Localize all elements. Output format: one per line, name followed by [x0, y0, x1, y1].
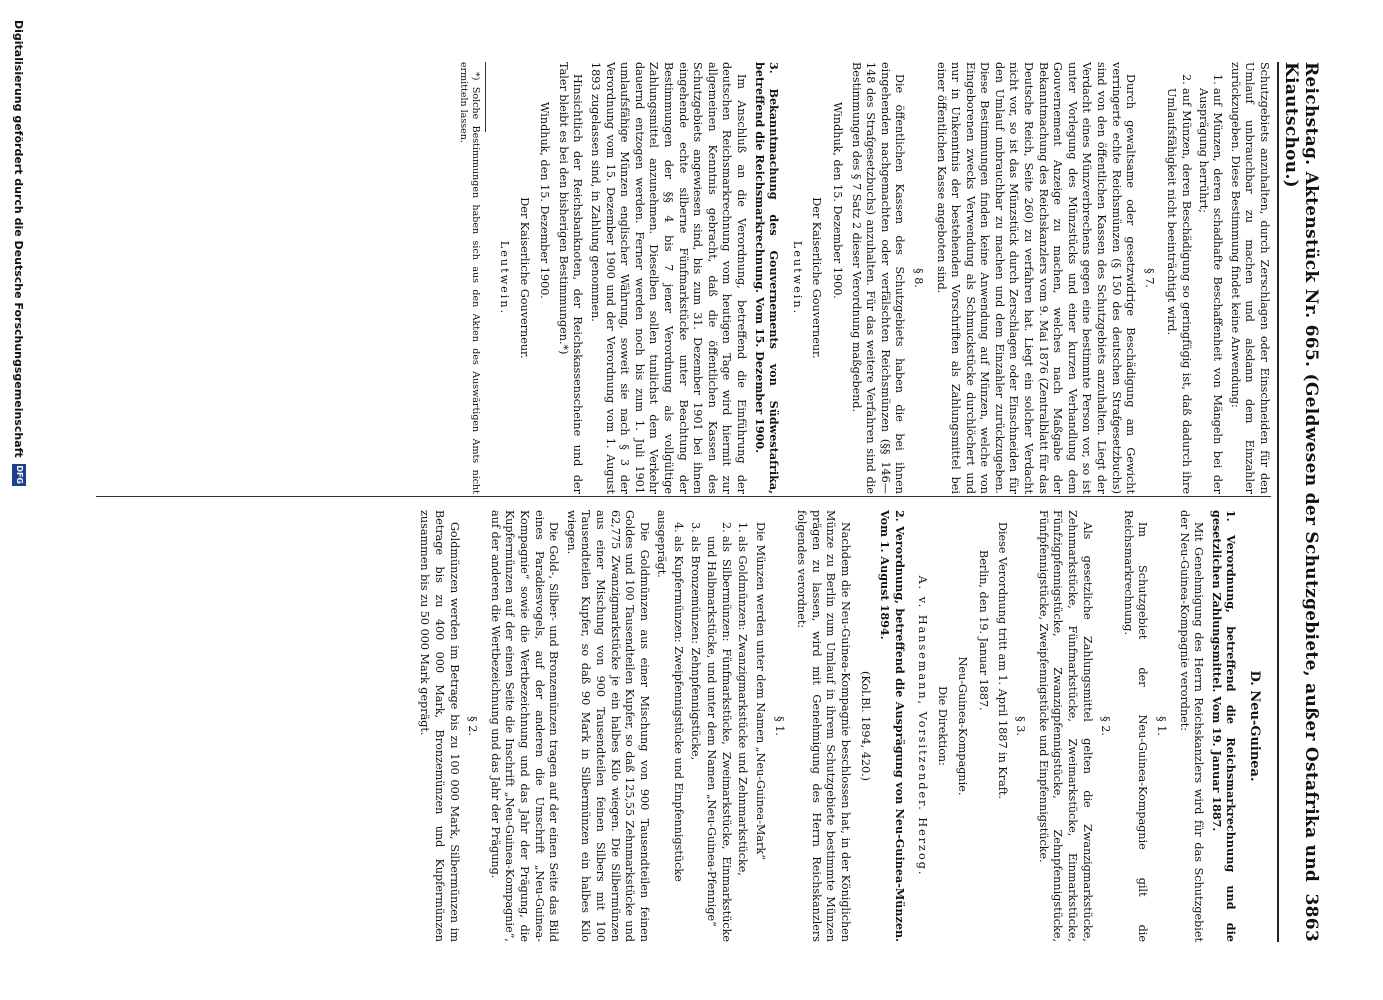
paragraph-title: § 1. [1155, 716, 1169, 736]
paragraph-title: § 2. [466, 716, 480, 736]
paragraph-text: Die Gold-, Silber- und Bronzemünzen tragen auf der einen Seite das Bild eines Paradiesvogels, auf der anderen die Umschrift „Neu-Guinea-Kompagnie“ sowie die Wertbezeichnung und das Jahr der Prägung, die Kupfermünzen auf der einen Seite die Inschrift „Neu-Guinea-Kompagnie“, auf der anderen die Wertbezeichnung und das Jahr der Prägung. [488, 510, 561, 942]
list-item [1195, 62, 1224, 494]
list-item [687, 510, 702, 942]
paragraph-text: Diese Verordnung tritt am 1. April 1887 in Kraft. [995, 522, 1009, 799]
paragraph-title: § 1. [772, 716, 786, 736]
paragraph-text: Im Schutzgebiet der Neu-Guinea-Kompagnie gilt die Reichsmarkrechnung. [1121, 510, 1150, 942]
organization-name: Neu-Guinea-Kompagnie. [956, 656, 970, 796]
item-number: 4. [672, 522, 685, 533]
ordinance-heading: 3. Bekanntmachung des Gouvernements von Südwestafrika, betreffend die Reichsmarkrechnung. Vom 15. Dezember 1900. [752, 62, 782, 494]
footnote: *) Solche Bestimmungen haben sich aus den Akten des Auswärtigen Amts nicht ermitteln lassen. [458, 62, 482, 494]
date-line: Berlin, den 19. Januar 1887. [977, 550, 991, 711]
authority-line: Der Kaiserliche Gouverneur. [517, 197, 531, 359]
footnote-rule [486, 62, 487, 132]
paragraph-title: § 8. [911, 268, 925, 288]
right-column [414, 510, 1271, 942]
list-item [704, 510, 733, 942]
item-text: als Kupfermünzen: Zweipfennigstücke und Einpfennigstücke [672, 536, 685, 882]
paragraph-text: Mit Genehmigung des Herrn Reichskanzlers wird für das Schutzgebiet der Neu-Guinea-Kompagnie verordnet: [1177, 510, 1206, 942]
list-item [735, 510, 750, 942]
signature: Leutwein. [498, 240, 512, 316]
paragraph-text: ausgeprägt. [655, 510, 669, 578]
paragraph-title: § 7. [1142, 268, 1156, 288]
header-rule [1277, 62, 1279, 942]
page-header [1281, 62, 1321, 942]
left-column [455, 62, 1272, 494]
paragraph-title: § 2. [1099, 716, 1113, 736]
page-number: 3863 [1301, 893, 1321, 942]
section-title: D. Neu-Guinea. [1247, 670, 1262, 782]
list-item [1164, 62, 1193, 494]
gazette-reference: (Kol.Bl. 1894, 420.) [858, 670, 872, 782]
paragraph-text: Im Anschluß an die Verordnung, betreffend die Einführung der deutschen Reichsmarkrechnung vom heutigen Tage wird hiermit zur allgemeinen Kenntnis gebracht, daß die öffentlichen Kassen des Schutzgebiets angewiesen sind, bis zum 31. Dezember 1901 bei ihnen eingehende echte silberne Fünfmarkstücke unter Beachtung der Bestimmungen der §§ 4 bis 7 jener Verordnung als vollgültige Zahlungsmittel anzunehmen. Dieselben sollen tunlichst dem Verkehr dauernd entzogen werden. Ferner werden noch bis zum 1. Juli 1901 umlaufsfähige Münzen englischer Währung, soweit sie nach § 3 der Verordnung vom 15. Dezember 1900 und der Verordnung vom 1. August 1893 zugelassen sind, in Zahlung genommen. [589, 62, 748, 494]
authority-line: Der Kaiserliche Gouverneur. [810, 197, 824, 359]
ordinance-heading: 2. Verordnung, betreffend die Ausprägung von Neu-Guinea-Münzen. Vom 1. August 1894. [878, 510, 907, 942]
item-text: als Goldmünzen: Zwanzigmarkstücke und Zehnmarkstücke, [736, 536, 750, 876]
item-text: auf Münzen, deren schadhafte Beschaffenheit von Mängeln bei der Ausprägung herrührt; [1196, 88, 1225, 494]
item-number: 3. [688, 522, 702, 533]
item-number: 1. [1211, 74, 1225, 85]
date-line: Windhuk, den 15. Dezember 1900. [538, 102, 552, 299]
item-number: 2. [719, 522, 733, 533]
item-text: auf Münzen, deren Beschädigung so geringfügig ist, daß dadurch ihre Umlaufsfähigkeit nicht beeinträchtigt wird. [1165, 88, 1194, 494]
item-number: 2. [1180, 74, 1194, 85]
paragraph-text: Die Münzen werden unter dem Namen „Neu-Guinea-Mark“ [753, 522, 767, 860]
paragraph-text: Nachdem die Neu-Guinea-Kompagnie beschlossen hat, in der Königlichen Münze zu Berlin zum Umlauf in ihrem Schutzgebiete bestimmte Münzen prägen zu lassen, wird mit Genehmigung des Herrn Reichskanzlers folgendes verordnet: [795, 510, 852, 942]
digitization-note [12, 20, 26, 960]
item-number: 1. [736, 522, 750, 533]
signature: A. v. Hansemann, Vorsitzender. Herzog. [916, 575, 930, 877]
paragraph-text: Die Goldmünzen aus einer Mischung von 900 Tausendteilen feinen Goldes und 100 Tausendteilen Kupfer, so daß 125,55 Zehnmarkstücke und 62,775 Zwanzigmarkstücke je ein halbes Kilo wiegen. Die Silbermünzen aus einer Mischung von 900 Tausendteilen feinen Silbers mit 100 Tausendteilen Kupfer, so daß 90 Mark in Silbermünzen ein halbes Kilo wiegen. [564, 510, 651, 942]
signature: Leutwein. [790, 240, 804, 316]
running-head: Reichstag. Aktenstück Nr. 665. (Geldwesen der Schutzgebiete, außer Ostafrika und Kiautschou.) [1281, 62, 1321, 883]
item-text: als Bronzemünzen: Zehnpfennigstücke, [688, 536, 702, 761]
paragraph-title: § 3. [1014, 716, 1028, 736]
paragraph-text: Als gesetzliche Zahlungsmittel gelten die Zwanzigmarkstücke, Zehnmarkstücke, Fünfmarkstücke, Zweimarkstücke, Einmarkstücke, Fünfzigpfennigstücke, Zwanzigpfennigstücke, Zehnpfennigstücke, Fünfpfennigstücke, Zweipfennigstücke und Einpfennigstücke. [1036, 510, 1094, 942]
ordinance-heading: 1. Verordnung, betreffend die Reichsmarkrechnung und die gesetzlichen Zahlungsmittel. Vom 19. Januar 1887. [1209, 510, 1239, 942]
date-line: Windhuk, den 15. Dezember 1900. [830, 102, 844, 299]
paragraph-text: Die öffentlichen Kassen des Schutzgebiets haben die bei ihnen eingehenden nachgemachten oder verfälschten Reichsmünzen (§§ 146—148 des Strafgesetzbuchs) anzuhalten. Für das weitere Verfahren sind die Bestimmungen des § 7 Satz 2 dieser Verordnung maßgebend. [849, 62, 907, 494]
dfg-note-text: Digitalisierung gefördert durch die Deutsche Forschungsgemeinschaft [12, 20, 26, 458]
dfg-logo: DFG [12, 464, 26, 486]
paragraph-text: Hinsichtlich der Reichsbanknoten, der Reichskassenscheine und der Taler bleibt es bei den bisherigen Bestimmungen.*) [556, 62, 585, 494]
paragraph-text: Goldmünzen werden im Betrage bis zu 100 000 Mark, Silbermünzen im Betrage bis zu 400 000 Mark, Bronzemünzen und Kupfermünzen zusammen bis zu 50 000 Mark geprägt. [418, 510, 461, 942]
list-item [670, 510, 685, 942]
organization-dept: Die Direktion: [935, 686, 949, 766]
intro-text: Schutzgebiets anzuhalten, durch Zerschlagen oder Einschneiden für den Umlauf unbrauchbar zu machen und alsdann dem Einzahler zurückzugeben. Diese Bestimmung findet keine Anwendung: [1228, 62, 1271, 494]
column-divider [96, 496, 1271, 497]
paragraph-text: Durch gewaltsame oder gesetzwidrige Beschädigung am Gewicht verringerte echte Reichsmünzen (§ 150 des deutschen Strafgesetzbuchs) sind von den öffentlichen Kassen des Schutzgebiets anzuhalten. Liegt der Verdacht eines Münzverbrechens gegen eine bestimmte Person vor, so ist unter Vorlegung des Münzstücks und einer kurzen Verhandlung dem Gouvernement Anzeige zu machen, welches nach Maßgabe der Bekanntmachung des Reichskanzlers vom 9. Mai 1876 (Zentralblatt für das Deutsche Reich, Seite 260) zu verfahren hat. Liegt ein solcher Verdacht nicht vor, so ist das Münzstück durch Zerschlagen oder Einschneiden für den Umlauf unbrauchbar zu machen und dem Einzahler zurückzugeben. Diese Bestimmungen finden keine Anwendung auf Münzen, welche von Eingeborenen zwecks Verwendung als Schmuckstücke durchlöchert und nur in Unkenntnis der bestehenden Vorschriften als Zahlungsmittel bei einer öffentlichen Kasse angeboten sind. [934, 62, 1138, 494]
item-text: als Silbermünzen: Fünfmarkstücke, Zweimarkstücke, Einmarkstücke und Halbmarkstücke, und unter dem Namen „Neu-Guinea-Pfennige“ [705, 536, 733, 942]
